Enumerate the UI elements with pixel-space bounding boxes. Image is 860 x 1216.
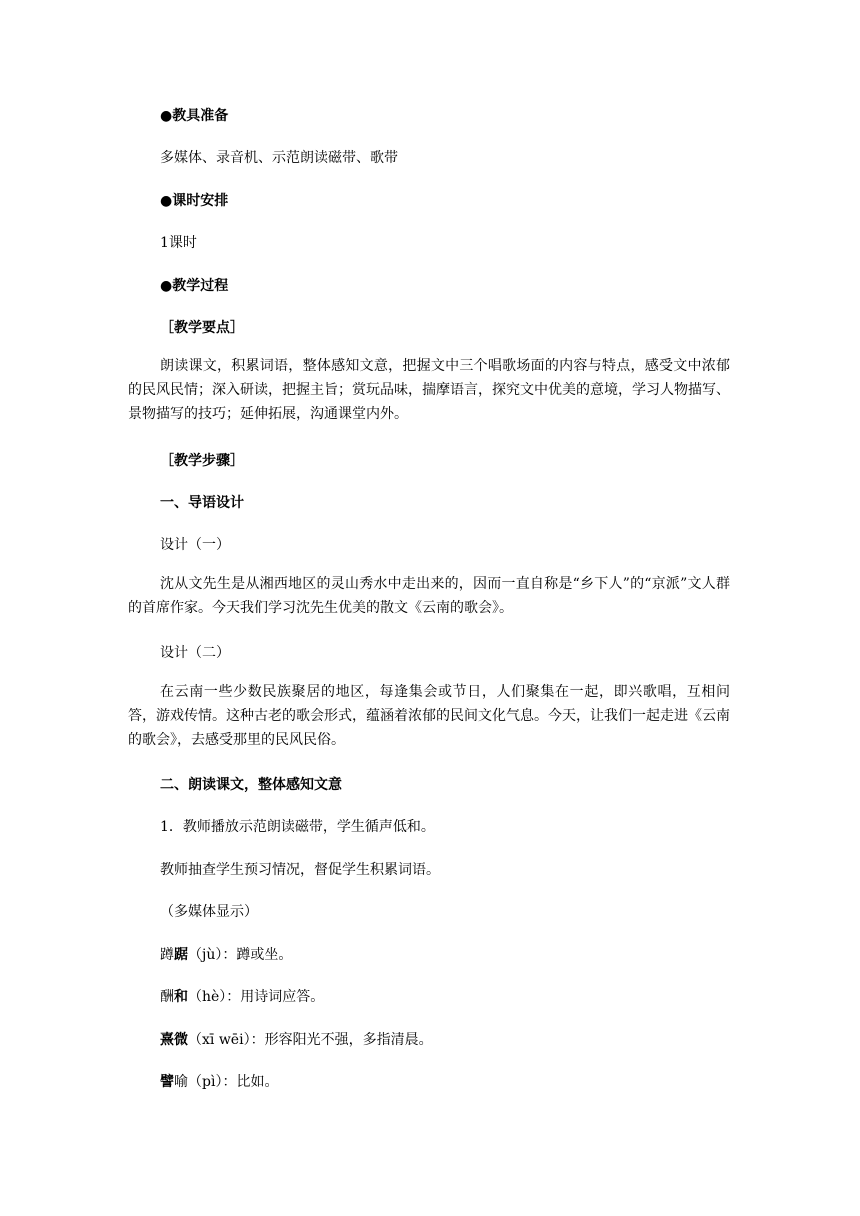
vocab-term-plain: 蹲 — [160, 947, 174, 963]
teaching-aids-text: 多媒体、录音机、示范朗读磁带、歌带 — [160, 150, 398, 166]
vocab-term-bold: 踞 — [174, 947, 188, 963]
design1-paragraph: 沈从文先生是从湘西地区的灵山秀水中走出来的，因而一直自称是“乡下人”的“京派”文人群的首席作家。今天我们学习沈先生优美的散文《云南的歌会》。 — [128, 576, 730, 616]
design2-paragraph: 在云南一些少数民族聚居的地区，每逢集会或节日，人们聚集在一起，即兴歌唱，互相问答，游戏传情。这种古老的歌会形式，蕴涵着浓郁的民间文化气息。今天，让我们一起走进《云南的歌会》，去感受那里的民风民俗。 — [128, 684, 730, 748]
vocab-item — [160, 1072, 278, 1092]
teaching-aids-heading: ●教具准备 — [160, 108, 229, 124]
multimedia-note: （多媒体显示） — [160, 904, 258, 920]
check-text: 教师抽查学生预习情况，督促学生积累词语。 — [160, 862, 440, 878]
vocab-definition: （jù）：蹲或坐。 — [188, 947, 293, 963]
key-points-heading: ［教学要点］ — [160, 320, 244, 336]
process-heading: ●教学过程 — [160, 278, 229, 294]
schedule-heading: ●课时安排 — [160, 193, 229, 209]
vocab-item — [160, 987, 324, 1007]
step1-text: 1．教师播放示范朗读磁带，学生循声低和。 — [160, 819, 435, 835]
vocab-term-bold: 和 — [174, 989, 188, 1005]
key-points-paragraph: 朗读课文，积累词语，整体感知文意，把握文中三个唱歌场面的内容与特点，感受文中浓郁的民风民情；深入研读，把握主旨；赏玩品味，揣摩语言，探究文中优美的意境，学习人物描写、景物描写的技巧；延伸拓展，沟通课堂内外。 — [128, 358, 730, 422]
vocab-term-bold: 譬 — [160, 1074, 174, 1090]
vocab-definition: （xī wēi）：形容阳光不强，多指清晨。 — [188, 1032, 433, 1048]
vocab-definition: 喻（pì）：比如。 — [174, 1074, 279, 1090]
section2-heading: 二、朗读课文，整体感知文意 — [160, 777, 342, 793]
vocab-term-plain: 酬 — [160, 989, 174, 1005]
vocab-item — [160, 1030, 433, 1050]
vocab-term-bold: 熹微 — [160, 1032, 188, 1048]
schedule-text: 1课时 — [160, 235, 197, 251]
vocab-definition: （hè）：用诗词应答。 — [188, 989, 325, 1005]
design1-label: 设计（一） — [160, 537, 230, 553]
section1-heading: 一、导语设计 — [160, 495, 244, 511]
steps-heading: ［教学步骤］ — [160, 453, 244, 469]
vocab-item — [160, 945, 292, 965]
design2-label: 设计（二） — [160, 645, 230, 661]
